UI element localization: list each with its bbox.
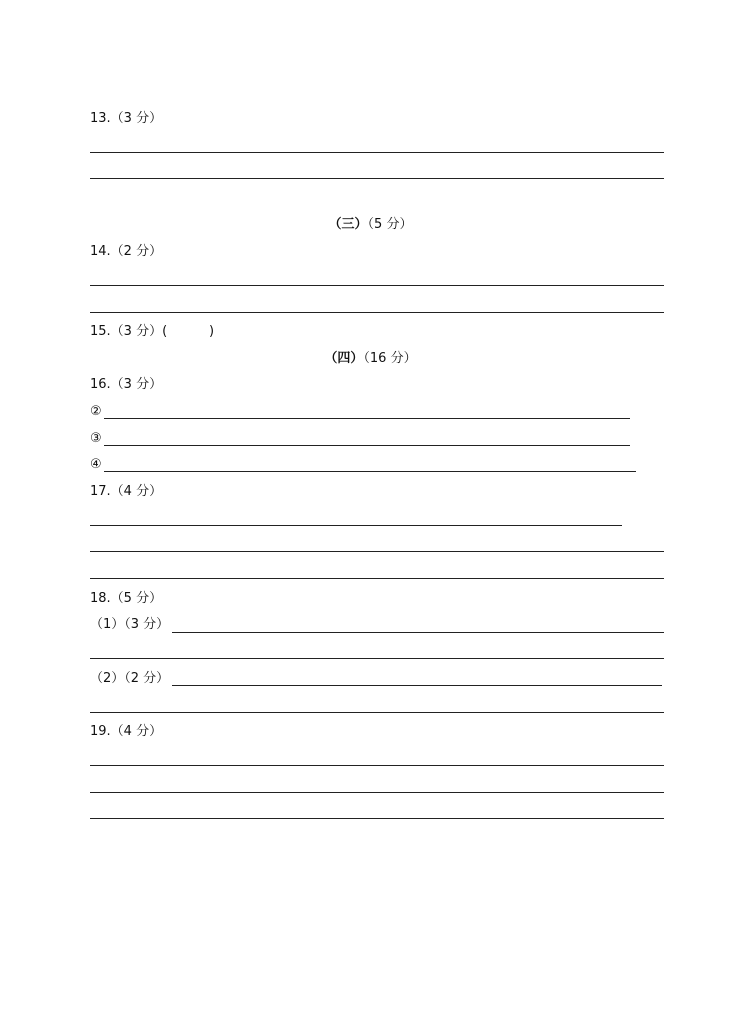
section-4-heading [0, 351, 741, 367]
section-4-score: （16 分） [363, 351, 417, 366]
question-18-label: 18.（5 分） [90, 591, 163, 606]
answer-line[interactable] [104, 418, 630, 419]
answer-line[interactable] [90, 712, 664, 713]
question-19-label: 19.（4 分） [90, 724, 163, 739]
answer-line[interactable] [104, 471, 636, 472]
question-14-label: 14.（2 分） [90, 244, 163, 259]
question-16-label: 16.（3 分） [90, 377, 163, 392]
question-17-label: 17.（4 分） [90, 484, 163, 499]
question-13-label: 13.（3 分） [90, 111, 163, 126]
answer-line[interactable] [90, 178, 664, 179]
answer-line[interactable] [90, 818, 664, 819]
answer-line[interactable] [172, 632, 664, 633]
answer-line[interactable] [90, 765, 664, 766]
item-3-marker: ③ [90, 431, 102, 446]
question-18-sub1-label: （1）（3 分） [90, 617, 170, 632]
answer-line[interactable] [90, 525, 622, 526]
section-3-score: （5 分） [367, 217, 413, 232]
answer-line[interactable] [90, 792, 664, 793]
question-15-bracket-close: ) [209, 324, 215, 339]
question-18-sub2-label: （2）（2 分） [90, 671, 170, 686]
section-3-title: （三） [328, 217, 368, 232]
answer-line[interactable] [90, 312, 664, 313]
answer-line[interactable] [104, 445, 630, 446]
answer-line[interactable] [90, 658, 664, 659]
answer-line[interactable] [90, 551, 664, 552]
answer-line[interactable] [90, 152, 664, 153]
item-4-marker: ④ [90, 457, 102, 472]
question-15-label: 15.（3 分）( [90, 324, 168, 339]
item-2-marker: ② [90, 404, 102, 419]
answer-line[interactable] [172, 685, 662, 686]
answer-line[interactable] [90, 285, 664, 286]
section-3-heading [0, 217, 741, 233]
section-4-title: （四） [324, 351, 364, 366]
answer-line[interactable] [90, 578, 664, 579]
